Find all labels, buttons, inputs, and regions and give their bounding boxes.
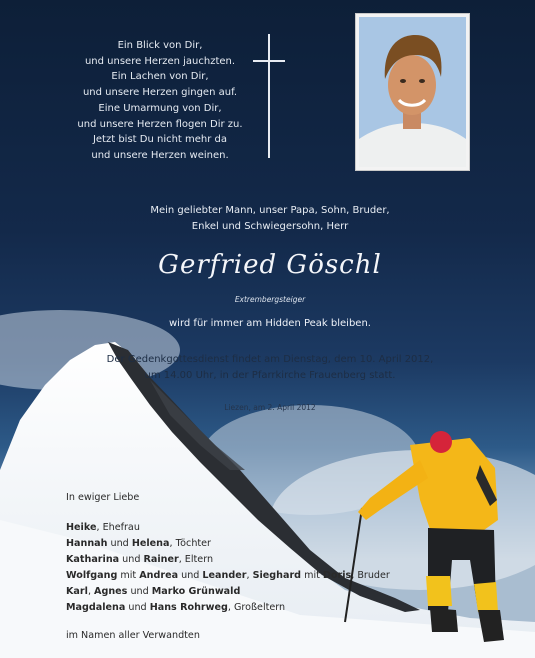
family-relation-text: , Bruder [351,570,390,581]
family-member-name: Andrea [139,570,179,581]
family-line [66,522,140,533]
poem-line: und unsere Herzen gingen auf. [82,87,238,99]
deceased-name: Gerfried Göschl [158,250,382,280]
family-member-name: Magdalena [66,602,126,613]
family-member-name: Wolfgang [66,570,118,581]
remain-text: wird für immer am Hidden Peak bleiben. [169,318,371,329]
poem-line: Jetzt bist Du nicht mehr da [92,134,228,146]
poem-line: und unsere Herzen jauchzten. [84,55,236,67]
family-line [66,602,285,613]
intro-text [120,203,420,234]
family-member-name: Karl [66,586,88,597]
poem-line: Ein Lachen von Dir, [111,71,209,83]
family-relation-text: und [127,586,152,597]
intro-line: Enkel und Schwiegersohn, Herr [191,220,349,232]
portrait-photo [355,13,470,171]
poem-line: Eine Umarmung von Dir, [98,102,222,114]
family-relation-text: mit [117,570,140,581]
family-line [66,538,211,549]
family-line [66,554,213,565]
family-relation-text: , [246,570,253,581]
family-relation-text: , Töchter [169,538,212,549]
family-member-name: Heike [66,522,97,533]
family-relation-text: , [87,586,95,597]
family-member-name: Doris [322,570,352,581]
family-relation-text: und [119,554,144,565]
poem [60,38,260,164]
family-line [66,586,240,597]
family-member-name: Rainer [143,554,179,565]
family-relation-text: , Eltern [178,554,214,565]
family-member-name: Agnes [94,586,128,597]
family-closing: im Namen aller Verwandten [66,630,200,641]
family-line [66,570,390,581]
family-relation-text: , Großeltern [227,602,286,613]
family-member-name: Marko Grünwald [151,586,241,597]
service-line: Der Gedenkgottesdienst findet am Dienstag, dem 10. April 2012, [106,354,434,365]
family-member-name: Helena [131,538,170,549]
family-member-name: Leander [202,570,247,581]
family-member-name: Hannah [66,538,108,549]
cross-icon [253,34,285,158]
service-line: um 14.00 Uhr, in der Pfarrkirche Frauenberg statt. [144,370,396,381]
family-relation-text: und [125,602,150,613]
family-relation-text: und [107,538,132,549]
family-relation-text: und [178,570,203,581]
poem-line: Ein Blick von Dir, [117,40,203,51]
family-member-name: Katharina [66,554,120,565]
place-date: Liezen, am 2. April 2012 [224,403,316,412]
deceased-role: Extrembergsteiger [234,295,306,304]
family-relation-text: mit [301,570,323,581]
service-info [100,352,440,384]
intro-line: Mein geliebter Mann, unser Papa, Sohn, Bruder, [150,205,390,216]
family-intro: In ewiger Liebe [66,492,140,503]
family-member-name: Hans Rohrweg [149,602,228,613]
poem-line: und unsere Herzen weinen. [91,149,229,161]
family-member-name: Sieghard [252,570,302,581]
poem-line: und unsere Herzen flogen Dir zu. [77,118,243,130]
family-relation-text: , Ehefrau [96,522,140,533]
